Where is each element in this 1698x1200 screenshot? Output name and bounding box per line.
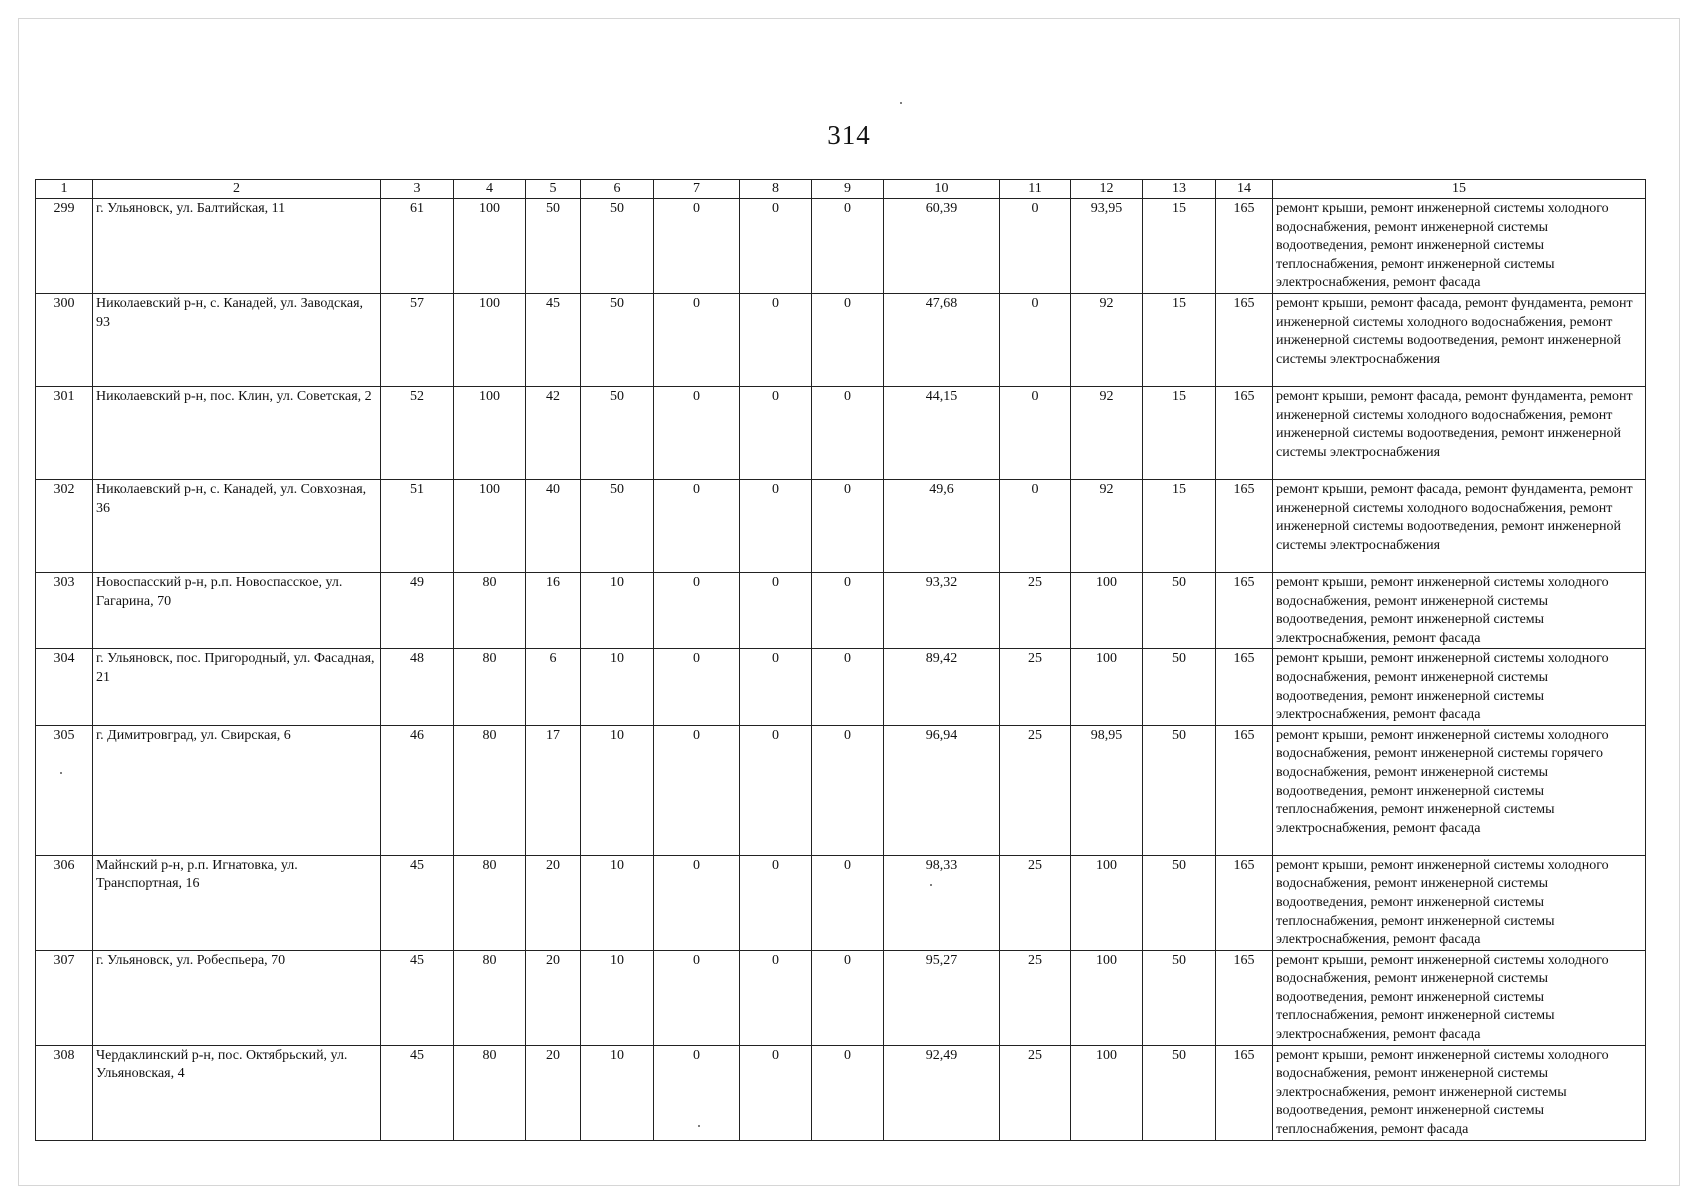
scan-speck: [900, 102, 902, 104]
value-cell: 95,27: [884, 950, 1000, 1045]
page-number: 314: [827, 120, 871, 150]
scan-speck: [930, 884, 932, 886]
value-cell: 46: [381, 725, 454, 855]
value-cell: 10: [581, 725, 654, 855]
works-cell: ремонт крыши, ремонт инженерной системы холодного водоснабжения, ремонт инженерной системы водоотведения, ремонт инженерной системы электроснабжения, ремонт фасада: [1273, 572, 1646, 648]
value-cell: 100: [1071, 572, 1143, 648]
row-number: 299: [36, 199, 93, 294]
value-cell: 25: [1000, 1045, 1071, 1140]
table-row: [36, 649, 1646, 725]
value-cell: 165: [1216, 479, 1273, 572]
address-cell: Новоспасский р-н, р.п. Новоспасское, ул. Гагарина, 70: [93, 572, 381, 648]
value-cell: 50: [581, 479, 654, 572]
value-cell: 0: [1000, 293, 1071, 386]
value-cell: 50: [581, 386, 654, 479]
works-cell: ремонт крыши, ремонт фасада, ремонт фундамента, ремонт инженерной системы холодного водоснабжения, ремонт инженерной системы водоотведения, ремонт инженерной системы электроснабжения: [1273, 479, 1646, 572]
value-cell: 47,68: [884, 293, 1000, 386]
address-cell: Николаевский р-н, с. Канадей, ул. Совхозная, 36: [93, 479, 381, 572]
value-cell: 165: [1216, 950, 1273, 1045]
value-cell: 0: [812, 649, 884, 725]
value-cell: 93,95: [1071, 199, 1143, 294]
value-cell: 0: [654, 950, 740, 1045]
value-cell: 57: [381, 293, 454, 386]
works-cell: ремонт крыши, ремонт инженерной системы холодного водоснабжения, ремонт инженерной системы водоотведения, ремонт инженерной системы теплоснабжения, ремонт инженерной системы электроснабжения, ремонт фасада: [1273, 855, 1646, 950]
table-row: [36, 855, 1646, 950]
value-cell: 165: [1216, 649, 1273, 725]
value-cell: 10: [581, 649, 654, 725]
value-cell: 15: [1143, 293, 1216, 386]
value-cell: 16: [526, 572, 581, 648]
column-header: 11: [1000, 180, 1071, 199]
value-cell: 0: [812, 855, 884, 950]
value-cell: 0: [1000, 479, 1071, 572]
value-cell: 165: [1216, 572, 1273, 648]
value-cell: 100: [454, 293, 526, 386]
works-cell: ремонт крыши, ремонт фасада, ремонт фундамента, ремонт инженерной системы холодного водоснабжения, ремонт инженерной системы водоотведения, ремонт инженерной системы электроснабжения: [1273, 293, 1646, 386]
value-cell: 0: [812, 1045, 884, 1140]
value-cell: 48: [381, 649, 454, 725]
works-cell: ремонт крыши, ремонт инженерной системы холодного водоснабжения, ремонт инженерной системы горячего водоснабжения, ремонт инженерной системы водоотведения, ремонт инженерной системы теплоснабжения, ремонт инженерной системы электроснабжения, ремонт фасада: [1273, 725, 1646, 855]
value-cell: 0: [812, 479, 884, 572]
value-cell: 100: [454, 199, 526, 294]
column-number-header: [36, 180, 1646, 199]
value-cell: 0: [812, 386, 884, 479]
value-cell: 0: [654, 649, 740, 725]
column-header: 2: [93, 180, 381, 199]
value-cell: 93,32: [884, 572, 1000, 648]
address-cell: Николаевский р-н, с. Канадей, ул. Заводская, 93: [93, 293, 381, 386]
value-cell: 15: [1143, 479, 1216, 572]
value-cell: 0: [812, 725, 884, 855]
value-cell: 25: [1000, 855, 1071, 950]
value-cell: 0: [740, 199, 812, 294]
row-number: 308: [36, 1045, 93, 1140]
column-header: 8: [740, 180, 812, 199]
value-cell: 89,42: [884, 649, 1000, 725]
value-cell: 50: [1143, 950, 1216, 1045]
works-cell: ремонт крыши, ремонт инженерной системы холодного водоснабжения, ремонт инженерной системы электроснабжения, ремонт инженерной системы водоотведения, ремонт инженерной системы теплоснабжения, ремонт фасада: [1273, 1045, 1646, 1140]
column-header: 14: [1216, 180, 1273, 199]
address-cell: Чердаклинский р-н, пос. Октябрьский, ул. Ульяновская, 4: [93, 1045, 381, 1140]
value-cell: 98,95: [1071, 725, 1143, 855]
value-cell: 52: [381, 386, 454, 479]
value-cell: 50: [1143, 1045, 1216, 1140]
value-cell: 25: [1000, 950, 1071, 1045]
column-header: 13: [1143, 180, 1216, 199]
value-cell: 40: [526, 479, 581, 572]
value-cell: 0: [654, 572, 740, 648]
address-cell: г. Ульяновск, ул. Робеспьера, 70: [93, 950, 381, 1045]
row-number: 300: [36, 293, 93, 386]
value-cell: 0: [654, 725, 740, 855]
row-number: 305: [36, 725, 93, 855]
table-row: [36, 950, 1646, 1045]
works-cell: ремонт крыши, ремонт инженерной системы холодного водоснабжения, ремонт инженерной системы водоотведения, ремонт инженерной системы теплоснабжения, ремонт инженерной системы электроснабжения, ремонт фасада: [1273, 199, 1646, 294]
value-cell: 45: [381, 855, 454, 950]
value-cell: 0: [812, 950, 884, 1045]
column-header: 9: [812, 180, 884, 199]
value-cell: 0: [654, 386, 740, 479]
value-cell: 100: [1071, 1045, 1143, 1140]
value-cell: 51: [381, 479, 454, 572]
value-cell: 10: [581, 1045, 654, 1140]
value-cell: 10: [581, 950, 654, 1045]
address-cell: Майнский р-н, р.п. Игнатовка, ул. Транспортная, 16: [93, 855, 381, 950]
value-cell: 100: [454, 479, 526, 572]
value-cell: 96,94: [884, 725, 1000, 855]
row-number: 306: [36, 855, 93, 950]
column-header: 6: [581, 180, 654, 199]
value-cell: 165: [1216, 199, 1273, 294]
table-row: [36, 199, 1646, 294]
value-cell: 0: [812, 199, 884, 294]
address-cell: г. Димитровград, ул. Свирская, 6: [93, 725, 381, 855]
value-cell: 50: [581, 199, 654, 294]
value-cell: 0: [740, 1045, 812, 1140]
value-cell: 80: [454, 572, 526, 648]
value-cell: 0: [740, 950, 812, 1045]
row-number: 302: [36, 479, 93, 572]
value-cell: 100: [454, 386, 526, 479]
table-row: [36, 293, 1646, 386]
scan-speck: [698, 1125, 700, 1127]
value-cell: 0: [740, 855, 812, 950]
value-cell: 0: [1000, 386, 1071, 479]
value-cell: 20: [526, 855, 581, 950]
value-cell: 10: [581, 572, 654, 648]
column-header: 12: [1071, 180, 1143, 199]
value-cell: 42: [526, 386, 581, 479]
value-cell: 49,6: [884, 479, 1000, 572]
value-cell: 6: [526, 649, 581, 725]
row-number: 304: [36, 649, 93, 725]
value-cell: 0: [740, 649, 812, 725]
value-cell: 10: [581, 855, 654, 950]
value-cell: 165: [1216, 1045, 1273, 1140]
value-cell: 25: [1000, 572, 1071, 648]
value-cell: 0: [812, 572, 884, 648]
value-cell: 165: [1216, 855, 1273, 950]
works-cell: ремонт крыши, ремонт фасада, ремонт фундамента, ремонт инженерной системы холодного водоснабжения, ремонт инженерной системы водоотведения, ремонт инженерной системы электроснабжения: [1273, 386, 1646, 479]
value-cell: 165: [1216, 386, 1273, 479]
column-header: 4: [454, 180, 526, 199]
value-cell: 17: [526, 725, 581, 855]
value-cell: 165: [1216, 725, 1273, 855]
value-cell: 100: [1071, 649, 1143, 725]
value-cell: 50: [526, 199, 581, 294]
column-header: 5: [526, 180, 581, 199]
value-cell: 0: [740, 479, 812, 572]
address-cell: г. Ульяновск, пос. Пригородный, ул. Фасадная, 21: [93, 649, 381, 725]
table-row: [36, 386, 1646, 479]
value-cell: 50: [581, 293, 654, 386]
column-header: 7: [654, 180, 740, 199]
address-cell: Николаевский р-н, пос. Клин, ул. Советская, 2: [93, 386, 381, 479]
value-cell: 80: [454, 725, 526, 855]
value-cell: 80: [454, 1045, 526, 1140]
value-cell: 15: [1143, 199, 1216, 294]
value-cell: 0: [740, 293, 812, 386]
works-cell: ремонт крыши, ремонт инженерной системы холодного водоснабжения, ремонт инженерной системы водоотведения, ремонт инженерной системы электроснабжения, ремонт фасада: [1273, 649, 1646, 725]
value-cell: 0: [740, 572, 812, 648]
table-row: [36, 1045, 1646, 1140]
table-row: [36, 479, 1646, 572]
table-row: [36, 572, 1646, 648]
table-row: [36, 725, 1646, 855]
value-cell: 0: [740, 725, 812, 855]
value-cell: 25: [1000, 649, 1071, 725]
value-cell: 0: [812, 293, 884, 386]
value-cell: 92: [1071, 293, 1143, 386]
column-header: 15: [1273, 180, 1646, 199]
value-cell: 92,49: [884, 1045, 1000, 1140]
row-number: 303: [36, 572, 93, 648]
value-cell: 60,39: [884, 199, 1000, 294]
value-cell: 45: [526, 293, 581, 386]
row-number: 301: [36, 386, 93, 479]
value-cell: 61: [381, 199, 454, 294]
value-cell: 45: [381, 950, 454, 1045]
column-header: 10: [884, 180, 1000, 199]
value-cell: 0: [654, 855, 740, 950]
value-cell: 92: [1071, 386, 1143, 479]
value-cell: 100: [1071, 855, 1143, 950]
value-cell: 0: [654, 479, 740, 572]
value-cell: 92: [1071, 479, 1143, 572]
value-cell: 25: [1000, 725, 1071, 855]
repair-program-table: [35, 179, 1646, 1141]
value-cell: 44,15: [884, 386, 1000, 479]
value-cell: 165: [1216, 293, 1273, 386]
value-cell: 20: [526, 950, 581, 1045]
value-cell: 98,33: [884, 855, 1000, 950]
value-cell: 100: [1071, 950, 1143, 1045]
column-header: 1: [36, 180, 93, 199]
value-cell: 49: [381, 572, 454, 648]
scan-speck: [60, 772, 62, 774]
column-header: 3: [381, 180, 454, 199]
value-cell: 0: [654, 293, 740, 386]
value-cell: 20: [526, 1045, 581, 1140]
value-cell: 80: [454, 855, 526, 950]
address-cell: г. Ульяновск, ул. Балтийская, 11: [93, 199, 381, 294]
row-number: 307: [36, 950, 93, 1045]
value-cell: 50: [1143, 855, 1216, 950]
value-cell: 80: [454, 950, 526, 1045]
value-cell: 50: [1143, 725, 1216, 855]
value-cell: 0: [654, 1045, 740, 1140]
works-cell: ремонт крыши, ремонт инженерной системы холодного водоснабжения, ремонт инженерной системы водоотведения, ремонт инженерной системы теплоснабжения, ремонт инженерной системы электроснабжения, ремонт фасада: [1273, 950, 1646, 1045]
value-cell: 0: [654, 199, 740, 294]
value-cell: 0: [1000, 199, 1071, 294]
value-cell: 50: [1143, 572, 1216, 648]
value-cell: 15: [1143, 386, 1216, 479]
value-cell: 50: [1143, 649, 1216, 725]
value-cell: 0: [740, 386, 812, 479]
value-cell: 45: [381, 1045, 454, 1140]
value-cell: 80: [454, 649, 526, 725]
